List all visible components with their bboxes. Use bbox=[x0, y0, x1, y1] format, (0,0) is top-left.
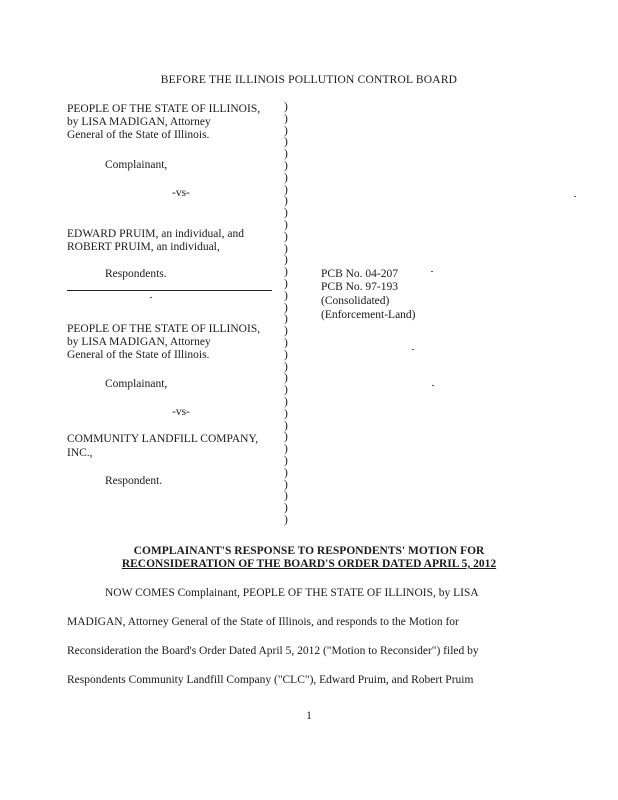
caption-paren: ) bbox=[284, 325, 288, 338]
caption-paren: ) bbox=[284, 360, 288, 373]
body-line-3: Reconsideration the Board's Order Dated April 5, 2012 ("Motion to Reconsider") filed by bbox=[67, 645, 479, 657]
caption-paren: ) bbox=[284, 490, 288, 503]
caption-paren: ) bbox=[284, 230, 288, 243]
caption-paren: ) bbox=[284, 443, 288, 456]
caption-paren: ) bbox=[284, 112, 288, 125]
case-type-note: (Enforcement-Land) bbox=[321, 309, 416, 321]
caption-paren: ) bbox=[284, 478, 288, 491]
caption-paren: ) bbox=[284, 395, 288, 408]
scan-speck bbox=[412, 349, 414, 350]
document-heading-line-2-text: RECONSIDERATION OF THE BOARD'S ORDER DATED APRIL 5, 2012 bbox=[121, 558, 497, 570]
caption-paren: ) bbox=[284, 419, 288, 432]
caption-paren: ) bbox=[284, 159, 288, 172]
page-number: 1 bbox=[306, 710, 312, 722]
caption-paren: ) bbox=[284, 218, 288, 231]
case2-party-line-2: by LISA MADIGAN, Attorney bbox=[67, 336, 211, 348]
case1-respondent-line-2: ROBERT PRUIM, an individual, bbox=[67, 241, 220, 253]
caption-paren: ) bbox=[284, 277, 288, 290]
document-heading-line-1: COMPLAINANT'S RESPONSE TO RESPONDENTS' MOTION FOR bbox=[133, 545, 485, 557]
body-line-4: Respondents Community Landfill Company ("CLC"), Edward Pruim, and Robert Pruim bbox=[67, 674, 474, 686]
case2-vs: -vs- bbox=[172, 406, 190, 418]
scan-speck bbox=[431, 271, 433, 272]
case2-party-line-3: General of the State of Illinois. bbox=[67, 349, 210, 361]
case1-party-line-3: General of the State of Illinois. bbox=[67, 129, 210, 141]
case1-party-line-1: PEOPLE OF THE STATE OF ILLINOIS, bbox=[67, 103, 261, 115]
case1-vs: -vs- bbox=[172, 187, 190, 199]
case-number-2: PCB No. 97-193 bbox=[321, 281, 398, 293]
case2-respondent-role: Respondent. bbox=[105, 475, 163, 487]
document-heading-line-2 bbox=[0, 558, 618, 571]
caption-paren: ) bbox=[284, 336, 288, 349]
case1-respondent-line-1: EDWARD PRUIM, an individual, and bbox=[67, 228, 244, 240]
caption-divider bbox=[67, 290, 272, 291]
case2-party-line-1: PEOPLE OF THE STATE OF ILLINOIS, bbox=[67, 323, 261, 335]
caption-paren: ) bbox=[284, 195, 288, 208]
caption-paren: ) bbox=[284, 454, 288, 467]
caption-paren: ) bbox=[284, 242, 288, 255]
caption-paren: ) bbox=[284, 254, 288, 267]
case2-respondent-line-2: INC., bbox=[67, 447, 93, 459]
caption-paren: ) bbox=[284, 502, 288, 515]
caption-paren: ) bbox=[284, 207, 288, 220]
board-title: BEFORE THE ILLINOIS POLLUTION CONTROL BOARD bbox=[160, 74, 458, 86]
caption-paren: ) bbox=[284, 348, 288, 361]
case-consolidated-note: (Consolidated) bbox=[321, 295, 390, 307]
scan-speck bbox=[150, 297, 152, 298]
caption-paren: ) bbox=[284, 313, 288, 326]
caption-paren: ) bbox=[284, 266, 288, 279]
caption-paren: ) bbox=[284, 384, 288, 397]
caption-paren: ) bbox=[284, 171, 288, 184]
scan-speck bbox=[574, 196, 576, 197]
case2-complainant-role: Complainant, bbox=[105, 378, 168, 390]
case2-respondent-line-1: COMMUNITY LANDFILL COMPANY, bbox=[67, 433, 259, 445]
caption-paren: ) bbox=[284, 431, 288, 444]
body-line-2: MADIGAN, Attorney General of the State of Illinois, and responds to the Motion for bbox=[67, 616, 459, 628]
caption-paren: ) bbox=[284, 301, 288, 314]
caption-paren: ) bbox=[284, 124, 288, 137]
body-line-1: NOW COMES Complainant, PEOPLE OF THE STATE OF ILLINOIS, by LISA bbox=[105, 587, 479, 599]
caption-paren: ) bbox=[284, 183, 288, 196]
caption-paren: ) bbox=[284, 466, 288, 479]
caption-paren: ) bbox=[284, 289, 288, 302]
case1-complainant-role: Complainant, bbox=[105, 159, 168, 171]
caption-paren: ) bbox=[284, 407, 288, 420]
caption-paren: ) bbox=[284, 136, 288, 149]
caption-paren: ) bbox=[284, 372, 288, 385]
caption-paren: ) bbox=[284, 513, 288, 526]
case1-respondent-role: Respondents. bbox=[105, 268, 167, 280]
scan-speck bbox=[432, 385, 434, 386]
caption-paren: ) bbox=[284, 101, 288, 113]
case-number-1: PCB No. 04-207 bbox=[321, 268, 398, 280]
case1-party-line-2: by LISA MADIGAN, Attorney bbox=[67, 116, 211, 128]
caption-parenthesis-column bbox=[284, 102, 294, 527]
caption-paren: ) bbox=[284, 148, 288, 161]
